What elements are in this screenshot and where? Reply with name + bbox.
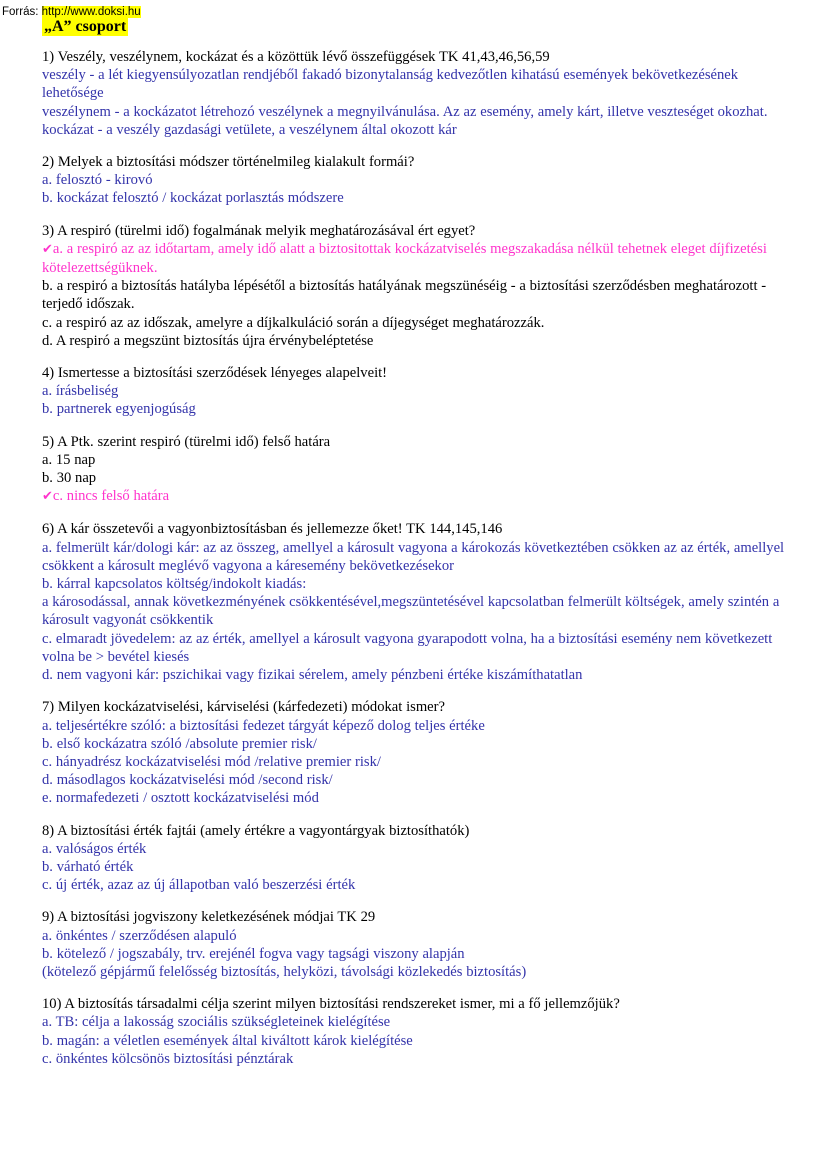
answer-line[interactable] [42, 121, 794, 139]
answer-line[interactable] [42, 945, 794, 963]
question-text: 6) A kár összetevői a vagyonbiztosításban és jellemezze őket! TK 144,145,146 [42, 521, 503, 538]
answer-text: b. partnerek egyenjogúság [42, 401, 196, 418]
answer-text: veszélynem - a kockázatot létrehozó veszélynek a megnyilvánulása. Az az esemény, amely kárt, illetve veszteséget okozhat. [42, 103, 768, 120]
answer-line[interactable] [42, 789, 794, 807]
answer-line[interactable] [42, 876, 794, 894]
answer-line[interactable] [42, 189, 794, 207]
answer-line[interactable] [42, 1013, 794, 1031]
answer-line[interactable] [42, 771, 794, 789]
question-text: 7) Milyen kockázatviselési, kárviselési (kárfedezeti) módokat ismer? [42, 699, 445, 716]
page-title: „A” csoport [44, 18, 127, 35]
answer-line[interactable] [42, 400, 794, 418]
answer-text: a. a respiró az az időtartam, amely idő alatt a biztositottak kockázatviselés megszakadása nélkül tehetnek eleget díjfizetési kötelezettségüknek. [42, 240, 767, 277]
answer-text: b. kockázat felosztó / kockázat porlasztás módszere [42, 190, 344, 207]
answer-text: a. valóságos érték [42, 840, 147, 857]
answer-line[interactable] [42, 575, 794, 593]
answer-text: kockázat - a veszély gazdasági vetülete, a veszélynem által okozott kár [42, 121, 457, 138]
answer-line[interactable] [42, 277, 794, 313]
answer-line[interactable] [42, 1050, 794, 1068]
answer-text: a. teljesértékre szóló: a biztosítási fedezet tárgyát képező dolog teljes értéke [42, 717, 485, 734]
question-block [42, 908, 794, 981]
answer-line[interactable] [42, 630, 794, 666]
checkmark-icon: ✔ [42, 241, 53, 257]
answer-line[interactable] [42, 963, 794, 981]
question-text: 2) Melyek a biztosítási módszer történelmileg kialakult formái? [42, 154, 415, 171]
question-text: 4) Ismertesse a biztosítási szerződések lényeges alapelveit! [42, 365, 388, 382]
answer-line[interactable] [42, 1032, 794, 1050]
question-text: 8) A biztosítási érték fajtái (amely értékre a vagyontárgyak biztosíthatók) [42, 822, 470, 839]
question-block [42, 698, 794, 807]
answer-line[interactable] [42, 735, 794, 753]
question-block [42, 222, 794, 350]
answer-line[interactable] [42, 539, 794, 575]
answer-line[interactable] [42, 66, 794, 102]
question-block [42, 433, 794, 507]
answer-text: c. új érték, azaz az új állapotban való beszerzési érték [42, 877, 356, 894]
answer-line[interactable] [42, 927, 794, 945]
answer-line[interactable] [42, 666, 794, 684]
answer-text: a. írásbeliség [42, 383, 119, 400]
answer-text: c. hányadrész kockázatviselési mód /relative premier risk/ [42, 753, 381, 770]
answer-line[interactable] [42, 593, 794, 629]
answer-text: c. önkéntes kölcsönös biztosítási pénztárak [42, 1050, 294, 1067]
answer-text: veszély - a lét kiegyensúlyozatlan rendjéből fakadó bizonytalanság kedvezőtlen kihatású események bekövetkezésének lehetősége [42, 67, 739, 102]
question-text: 5) A Ptk. szerint respiró (türelmi idő) felső határa [42, 433, 331, 450]
answer-text: b. 30 nap [42, 470, 97, 487]
answer-text: d. A respiró a megszünt biztosítás újra érvénybeléptetése [42, 332, 374, 349]
answer-text: a. TB: célja a lakosság szociális szükségleteinek kielégítése [42, 1014, 391, 1031]
answer-text: b. első kockázatra szóló /absolute premier risk/ [42, 735, 317, 752]
answer-text: d. másodlagos kockázatviselési mód /second risk/ [42, 772, 333, 789]
source-url-link[interactable]: http://www.doksi.hu [41, 6, 141, 18]
answer-text: d. nem vagyoni kár: pszichikai vagy fizikai sérelem, amely pénzbeni értéke kiszámíthatatlan [42, 667, 583, 684]
answer-text: a károsodással, annak következményének csökkentésével,megszüntetésével kapcsolatban felmerült költségek, amely szintén a károsult vagyonát csökkentik [42, 594, 780, 629]
questions-container [42, 48, 794, 1068]
answer-text: b. várható érték [42, 858, 134, 875]
question-block [42, 822, 794, 895]
answer-text: c. elmaradt jövedelem: az az érték, amellyel a károsult vagyona gyarapodott volna, ha a biztosítási esemény nem következett volna be > bevétel kiesés [42, 630, 773, 665]
question-text: 9) A biztosítási jogviszony keletkezésének módjai TK 29 [42, 909, 376, 926]
question-block [42, 995, 794, 1068]
answer-text: (kötelező gépjármű felelősség biztosítás, helyközi, távolsági közlekedés biztosítás) [42, 963, 527, 980]
answer-text: a. 15 nap [42, 451, 96, 468]
answer-text: b. a respiró a biztosítás hatályba lépésétől a biztosítás hatályának megszünéséig - a biztosítási szerződésben meghatározott - terjedő időszak. [42, 278, 767, 313]
answer-line[interactable] [42, 469, 794, 487]
question-text: 10) A biztosítás társadalmi célja szerint milyen biztosítási rendszereket ismer, mi a fő jellemzőjük? [42, 996, 620, 1013]
answer-text: c. nincs felső határa [52, 488, 170, 505]
question-block [42, 153, 794, 208]
answer-line-selected[interactable] [42, 240, 794, 277]
question-block [42, 48, 794, 139]
answer-line[interactable] [42, 332, 794, 350]
question-text: 1) Veszély, veszélynem, kockázat és a közöttük lévő összefüggések TK 41,43,46,56,59 [42, 49, 550, 65]
answer-line[interactable] [42, 171, 794, 189]
checkmark-icon: ✔ [42, 489, 53, 505]
answer-line[interactable] [42, 451, 794, 469]
answer-line[interactable] [42, 314, 794, 332]
question-block [42, 364, 794, 419]
answer-text: c. a respiró az az időszak, amelyre a díjkalkuláció során a díjegységet meghatározzák. [42, 314, 545, 331]
answer-line[interactable] [42, 858, 794, 876]
source-label: Forrás: [2, 6, 42, 18]
answer-text: a. önkéntes / szerződésen alapuló [42, 927, 237, 944]
answer-line[interactable] [42, 717, 794, 735]
answer-line[interactable] [42, 840, 794, 858]
answer-line-selected[interactable] [42, 487, 794, 506]
answer-text: e. normafedezeti / osztott kockázatviselési mód [42, 790, 319, 807]
answer-line[interactable] [42, 382, 794, 400]
answer-text: b. kárral kapcsolatos költség/indokolt kiadás: [42, 576, 307, 593]
answer-text: b. kötelező / jogszabály, trv. erejénél fogva vagy tagsági viszony alapján [42, 945, 465, 962]
question-block [42, 520, 794, 684]
answer-line[interactable] [42, 103, 794, 121]
answer-line[interactable] [42, 753, 794, 771]
answer-text: b. magán: a véletlen események által kiváltott károk kielégítése [42, 1032, 413, 1049]
answer-text: a. felmerült kár/dologi kár: az az összeg, amellyel a károsult vagyona a károkozás következtében csökken az az érték, amellyel csökkent a károsult meglévő vagyona a káresemény bekövetkezésekor [42, 539, 785, 574]
answer-text: a. felosztó - kirovó [42, 172, 153, 189]
question-text: 3) A respiró (türelmi idő) fogalmának melyik meghatározásával ért egyet? [42, 222, 476, 239]
